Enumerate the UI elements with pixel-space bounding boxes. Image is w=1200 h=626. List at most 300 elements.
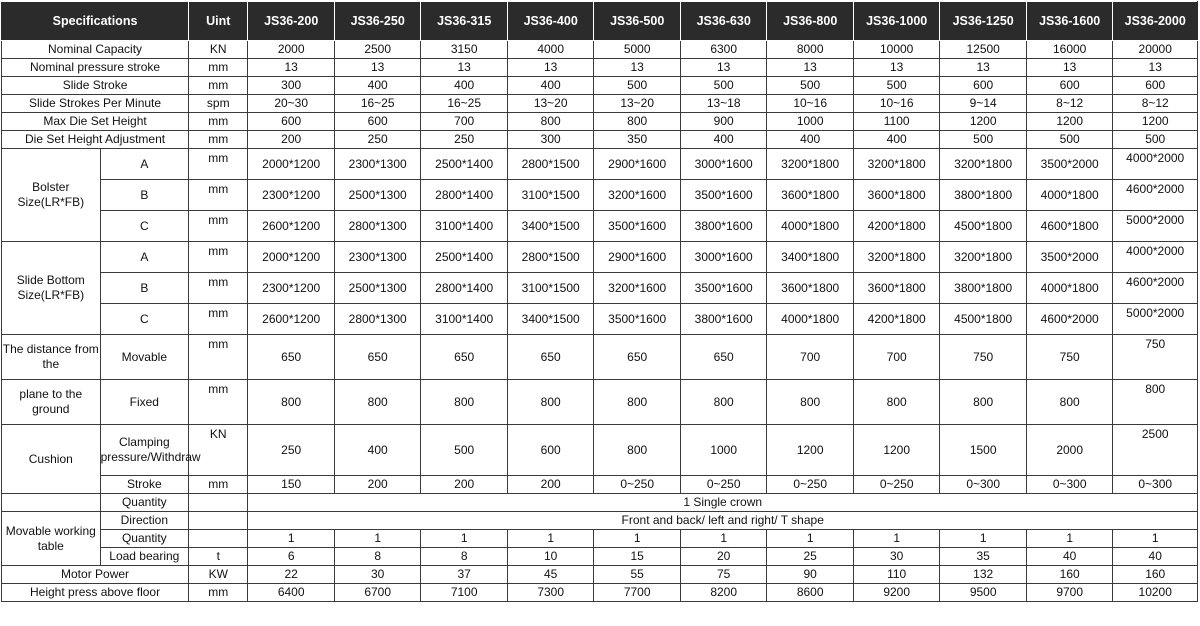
value-cell: 9700	[1026, 584, 1113, 602]
value-cell: 350	[594, 131, 681, 149]
value-cell: 9200	[853, 584, 940, 602]
value-cell: 2000	[248, 41, 335, 59]
value-cell: 1	[248, 530, 335, 548]
value-cell: 500	[594, 77, 681, 95]
value-cell: 2900*1600	[594, 242, 681, 273]
value-cell: 1000	[767, 113, 854, 131]
value-cell: 7300	[507, 584, 594, 602]
value-cell: 600	[940, 77, 1027, 95]
value-cell: 650	[680, 335, 767, 380]
value-cell: 3500*2000	[1026, 149, 1113, 180]
value-cell: 1200	[1026, 113, 1113, 131]
row-sub-label: Direction	[100, 512, 189, 530]
value-cell: 9500	[940, 584, 1027, 602]
header-specifications: Specifications	[2, 2, 189, 41]
value-cell: 1200	[853, 425, 940, 476]
value-cell: 10200	[1113, 584, 1198, 602]
value-cell: 37	[421, 566, 508, 584]
merged-value: 1 Single crown	[248, 494, 1198, 512]
value-cell: 0~300	[1026, 476, 1113, 494]
value-cell: 3200*1800	[940, 149, 1027, 180]
header-model: JS36-1600	[1026, 2, 1113, 41]
value-cell: 750	[1026, 335, 1113, 380]
table-row	[2, 425, 1198, 476]
value-cell: 300	[248, 77, 335, 95]
table-row	[2, 77, 1198, 95]
row-sub-label: A	[100, 149, 189, 180]
merged-value: Front and back/ left and right/ T shape	[248, 512, 1198, 530]
value-cell: 200	[248, 131, 335, 149]
value-cell: 12500	[940, 41, 1027, 59]
value-cell: 4600*1800	[1026, 211, 1113, 242]
row-unit: mm	[189, 584, 248, 602]
header-model: JS36-1000	[853, 2, 940, 41]
value-cell: 1	[680, 530, 767, 548]
row-unit: KN	[189, 41, 248, 59]
value-cell: 6400	[248, 584, 335, 602]
table-row	[2, 530, 1198, 548]
value-cell: 3800*1600	[680, 211, 767, 242]
value-cell: 2800*1300	[334, 211, 421, 242]
value-cell: 16~25	[421, 95, 508, 113]
value-cell: 6	[248, 548, 335, 566]
header-model: JS36-1250	[940, 2, 1027, 41]
value-cell: 0~250	[767, 476, 854, 494]
value-cell: 90	[767, 566, 854, 584]
value-cell: 400	[680, 131, 767, 149]
value-cell: 16~25	[334, 95, 421, 113]
value-cell: 10000	[853, 41, 940, 59]
value-cell: 1500	[940, 425, 1027, 476]
value-cell: 0~250	[594, 476, 681, 494]
value-cell: 300	[507, 131, 594, 149]
value-cell: 400	[507, 77, 594, 95]
value-cell: 3000*1600	[680, 242, 767, 273]
row-unit: t	[189, 548, 248, 566]
table-row	[2, 380, 1198, 425]
value-cell: 400	[767, 131, 854, 149]
value-cell: 400	[334, 77, 421, 95]
value-cell: 13	[853, 59, 940, 77]
value-cell: 700	[767, 335, 854, 380]
row-sub-label: B	[100, 180, 189, 211]
value-cell: 700	[421, 113, 508, 131]
value-cell: 160	[1026, 566, 1113, 584]
value-cell: 3100*1500	[507, 180, 594, 211]
value-cell: 650	[507, 335, 594, 380]
row-sub-label: Clamping pressure/Withdraw	[100, 425, 189, 476]
row-label: Motor Power	[2, 566, 189, 584]
value-cell: 13~20	[507, 95, 594, 113]
row-label: Nominal Capacity	[2, 41, 189, 59]
value-cell: 200	[421, 476, 508, 494]
value-cell: 1	[507, 530, 594, 548]
value-cell: 1	[421, 530, 508, 548]
table-row	[2, 304, 1198, 335]
value-cell: 2800*1400	[421, 273, 508, 304]
row-sub-label: Movable	[100, 335, 189, 380]
value-cell: 20	[680, 548, 767, 566]
table-row	[2, 512, 1198, 530]
value-cell: 2800*1500	[507, 149, 594, 180]
header-model: JS36-800	[767, 2, 854, 41]
value-cell: 4000	[507, 41, 594, 59]
value-cell: 3800*1800	[940, 180, 1027, 211]
value-cell: 2800*1400	[421, 180, 508, 211]
value-cell: 4000*1800	[1026, 180, 1113, 211]
value-cell: 160	[1113, 566, 1198, 584]
value-cell: 800	[594, 113, 681, 131]
value-cell: 25	[767, 548, 854, 566]
row-unit	[189, 530, 248, 548]
header-unit: Uint	[189, 2, 248, 41]
value-cell: 1	[594, 530, 681, 548]
value-cell: 3100*1400	[421, 304, 508, 335]
value-cell: 13	[594, 59, 681, 77]
table-row	[2, 41, 1198, 59]
value-cell: 22	[248, 566, 335, 584]
value-cell: 40	[1113, 548, 1198, 566]
value-cell: 20~30	[248, 95, 335, 113]
blank-cell	[2, 494, 101, 512]
value-cell: 3200*1800	[940, 242, 1027, 273]
value-cell: 4200*1800	[853, 211, 940, 242]
value-cell: 8	[334, 548, 421, 566]
row-sub-label: Quantity	[100, 530, 189, 548]
row-label: Slide Strokes Per Minute	[2, 95, 189, 113]
value-cell: 13~20	[594, 95, 681, 113]
value-cell: 3600*1800	[853, 180, 940, 211]
value-cell: 800	[507, 380, 594, 425]
value-cell: 800	[1113, 380, 1198, 425]
value-cell: 1	[767, 530, 854, 548]
table-row	[2, 566, 1198, 584]
row-unit: mm	[189, 180, 248, 211]
row-unit: mm	[189, 59, 248, 77]
row-label: Die Set Height Adjustment	[2, 131, 189, 149]
value-cell: 650	[334, 335, 421, 380]
value-cell: 3100*1500	[507, 273, 594, 304]
value-cell: 3500*2000	[1026, 242, 1113, 273]
value-cell: 2300*1300	[334, 149, 421, 180]
value-cell: 3200*1600	[594, 180, 681, 211]
row-unit: spm	[189, 95, 248, 113]
group-label-bolster: Bolster Size(LR*FB)	[2, 149, 101, 242]
value-cell: 3500*1600	[680, 273, 767, 304]
table-row	[2, 548, 1198, 566]
value-cell: 2500*1300	[334, 273, 421, 304]
value-cell: 1000	[680, 425, 767, 476]
value-cell: 10	[507, 548, 594, 566]
table-row	[2, 584, 1198, 602]
value-cell: 1	[334, 530, 421, 548]
table-row	[2, 211, 1198, 242]
value-cell: 13	[421, 59, 508, 77]
value-cell: 750	[1113, 335, 1198, 380]
value-cell: 0~300	[1113, 476, 1198, 494]
table-row	[2, 273, 1198, 304]
value-cell: 40	[1026, 548, 1113, 566]
value-cell: 13	[680, 59, 767, 77]
header-model: JS36-250	[334, 2, 421, 41]
value-cell: 250	[421, 131, 508, 149]
value-cell: 13	[334, 59, 421, 77]
value-cell: 6300	[680, 41, 767, 59]
value-cell: 700	[853, 335, 940, 380]
row-sub-label: Quantity	[100, 494, 189, 512]
value-cell: 3800*1600	[680, 304, 767, 335]
value-cell: 2800*1300	[334, 304, 421, 335]
value-cell: 800	[1026, 380, 1113, 425]
value-cell: 1	[1026, 530, 1113, 548]
value-cell: 800	[680, 380, 767, 425]
value-cell: 500	[1113, 131, 1198, 149]
value-cell: 500	[940, 131, 1027, 149]
value-cell: 600	[507, 425, 594, 476]
value-cell: 2300*1200	[248, 180, 335, 211]
row-unit: mm	[189, 211, 248, 242]
value-cell: 4600*2000	[1113, 273, 1198, 304]
value-cell: 0~250	[680, 476, 767, 494]
value-cell: 1100	[853, 113, 940, 131]
value-cell: 1	[853, 530, 940, 548]
value-cell: 4000*1800	[1026, 273, 1113, 304]
value-cell: 650	[594, 335, 681, 380]
value-cell: 500	[853, 77, 940, 95]
row-unit: mm	[189, 242, 248, 273]
value-cell: 2600*1200	[248, 304, 335, 335]
header-model: JS36-200	[248, 2, 335, 41]
row-sub-label: C	[100, 304, 189, 335]
value-cell: 15	[594, 548, 681, 566]
value-cell: 800	[940, 380, 1027, 425]
row-label: Height press above floor	[2, 584, 189, 602]
value-cell: 3200*1800	[853, 242, 940, 273]
value-cell: 8200	[680, 584, 767, 602]
value-cell: 3600*1800	[767, 273, 854, 304]
row-sub-label: A	[100, 242, 189, 273]
value-cell: 8	[421, 548, 508, 566]
value-cell: 13	[767, 59, 854, 77]
value-cell: 75	[680, 566, 767, 584]
value-cell: 13	[940, 59, 1027, 77]
row-unit: KW	[189, 566, 248, 584]
header-row	[2, 2, 1198, 41]
value-cell: 132	[940, 566, 1027, 584]
value-cell: 110	[853, 566, 940, 584]
value-cell: 4600*2000	[1113, 180, 1198, 211]
value-cell: 8~12	[1113, 95, 1198, 113]
header-model: JS36-500	[594, 2, 681, 41]
header-model: JS36-630	[680, 2, 767, 41]
value-cell: 8~12	[1026, 95, 1113, 113]
value-cell: 600	[1026, 77, 1113, 95]
row-label: Nominal pressure stroke	[2, 59, 189, 77]
value-cell: 1	[1113, 530, 1198, 548]
value-cell: 4500*1800	[940, 304, 1027, 335]
value-cell: 1200	[940, 113, 1027, 131]
row-sub-label: C	[100, 211, 189, 242]
table-row	[2, 95, 1198, 113]
value-cell: 5000	[594, 41, 681, 59]
value-cell: 500	[767, 77, 854, 95]
value-cell: 3000*1600	[680, 149, 767, 180]
value-cell: 800	[594, 425, 681, 476]
value-cell: 2000	[1026, 425, 1113, 476]
value-cell: 750	[940, 335, 1027, 380]
value-cell: 200	[507, 476, 594, 494]
row-unit: mm	[189, 77, 248, 95]
value-cell: 2500*1400	[421, 242, 508, 273]
value-cell: 800	[248, 380, 335, 425]
value-cell: 35	[940, 548, 1027, 566]
value-cell: 6700	[334, 584, 421, 602]
value-cell: 13	[507, 59, 594, 77]
value-cell: 800	[421, 380, 508, 425]
value-cell: 900	[680, 113, 767, 131]
value-cell: 500	[1026, 131, 1113, 149]
value-cell: 0~300	[940, 476, 1027, 494]
value-cell: 3100*1400	[421, 211, 508, 242]
group-label-distance-bottom: plane to the ground	[2, 380, 101, 425]
value-cell: 2000*1200	[248, 242, 335, 273]
value-cell: 13	[248, 59, 335, 77]
value-cell: 10~16	[767, 95, 854, 113]
value-cell: 4200*1800	[853, 304, 940, 335]
row-sub-label: Stroke	[100, 476, 189, 494]
value-cell: 55	[594, 566, 681, 584]
table-row	[2, 476, 1198, 494]
value-cell: 3200*1800	[853, 149, 940, 180]
row-unit: mm	[189, 335, 248, 380]
value-cell: 3600*1800	[767, 180, 854, 211]
group-label-slide-bottom: Slide Bottom Size(LR*FB)	[2, 242, 101, 335]
value-cell: 30	[334, 566, 421, 584]
value-cell: 2000*1200	[248, 149, 335, 180]
specifications-table	[1, 1, 1198, 602]
value-cell: 3800*1800	[940, 273, 1027, 304]
value-cell: 2900*1600	[594, 149, 681, 180]
value-cell: 4000*1800	[767, 304, 854, 335]
table-row	[2, 131, 1198, 149]
value-cell: 9~14	[940, 95, 1027, 113]
value-cell: 3500*1600	[594, 211, 681, 242]
row-unit: mm	[189, 131, 248, 149]
value-cell: 4000*2000	[1113, 149, 1198, 180]
value-cell: 600	[334, 113, 421, 131]
row-sub-label: Load bearing	[100, 548, 189, 566]
table-row	[2, 59, 1198, 77]
value-cell: 150	[248, 476, 335, 494]
value-cell: 13~18	[680, 95, 767, 113]
row-unit: mm	[189, 149, 248, 180]
value-cell: 600	[1113, 77, 1198, 95]
value-cell: 3500*1600	[594, 304, 681, 335]
value-cell: 3600*1800	[853, 273, 940, 304]
table-row	[2, 494, 1198, 512]
value-cell: 600	[248, 113, 335, 131]
value-cell: 5000*2000	[1113, 304, 1198, 335]
value-cell: 800	[507, 113, 594, 131]
value-cell: 800	[767, 380, 854, 425]
value-cell: 2800*1500	[507, 242, 594, 273]
value-cell: 3150	[421, 41, 508, 59]
table-row	[2, 335, 1198, 380]
value-cell: 500	[680, 77, 767, 95]
value-cell: 3400*1800	[767, 242, 854, 273]
value-cell: 20000	[1113, 41, 1198, 59]
value-cell: 30	[853, 548, 940, 566]
row-label: Max Die Set Height	[2, 113, 189, 131]
value-cell: 2500*1400	[421, 149, 508, 180]
value-cell: 2500	[334, 41, 421, 59]
value-cell: 8600	[767, 584, 854, 602]
row-unit: mm	[189, 380, 248, 425]
value-cell: 800	[853, 380, 940, 425]
value-cell: 2300*1300	[334, 242, 421, 273]
value-cell: 650	[421, 335, 508, 380]
row-unit: mm	[189, 113, 248, 131]
value-cell: 4500*1800	[940, 211, 1027, 242]
table-row	[2, 242, 1198, 273]
row-unit	[189, 512, 248, 530]
value-cell: 2500	[1113, 425, 1198, 476]
value-cell: 4000*1800	[767, 211, 854, 242]
value-cell: 10~16	[853, 95, 940, 113]
row-label: Slide Stroke	[2, 77, 189, 95]
value-cell: 800	[594, 380, 681, 425]
row-unit: KN	[189, 425, 248, 476]
value-cell: 3400*1500	[507, 211, 594, 242]
value-cell: 5000*2000	[1113, 211, 1198, 242]
value-cell: 200	[334, 476, 421, 494]
group-label-distance-top: The distance from the	[2, 335, 101, 380]
value-cell: 1200	[767, 425, 854, 476]
value-cell: 500	[421, 425, 508, 476]
value-cell: 3400*1500	[507, 304, 594, 335]
value-cell: 2500*1300	[334, 180, 421, 211]
group-label-cushion: Cushion	[2, 425, 101, 494]
table-row	[2, 180, 1198, 211]
header-model: JS36-2000	[1113, 2, 1198, 41]
value-cell: 250	[248, 425, 335, 476]
value-cell: 4000*2000	[1113, 242, 1198, 273]
value-cell: 3500*1600	[680, 180, 767, 211]
table-row	[2, 113, 1198, 131]
value-cell: 8000	[767, 41, 854, 59]
table-row	[2, 149, 1198, 180]
value-cell: 1200	[1113, 113, 1198, 131]
group-label-movable-table: Movable working table	[2, 512, 101, 566]
value-cell: 2600*1200	[248, 211, 335, 242]
value-cell: 13	[1026, 59, 1113, 77]
row-unit	[189, 494, 248, 512]
header-model: JS36-400	[507, 2, 594, 41]
value-cell: 800	[334, 380, 421, 425]
value-cell: 650	[248, 335, 335, 380]
value-cell: 45	[507, 566, 594, 584]
value-cell: 400	[853, 131, 940, 149]
row-sub-label: Fixed	[100, 380, 189, 425]
row-unit: mm	[189, 476, 248, 494]
value-cell: 400	[421, 77, 508, 95]
header-model: JS36-315	[421, 2, 508, 41]
value-cell: 16000	[1026, 41, 1113, 59]
value-cell: 250	[334, 131, 421, 149]
value-cell: 1	[940, 530, 1027, 548]
value-cell: 2300*1200	[248, 273, 335, 304]
value-cell: 0~250	[853, 476, 940, 494]
